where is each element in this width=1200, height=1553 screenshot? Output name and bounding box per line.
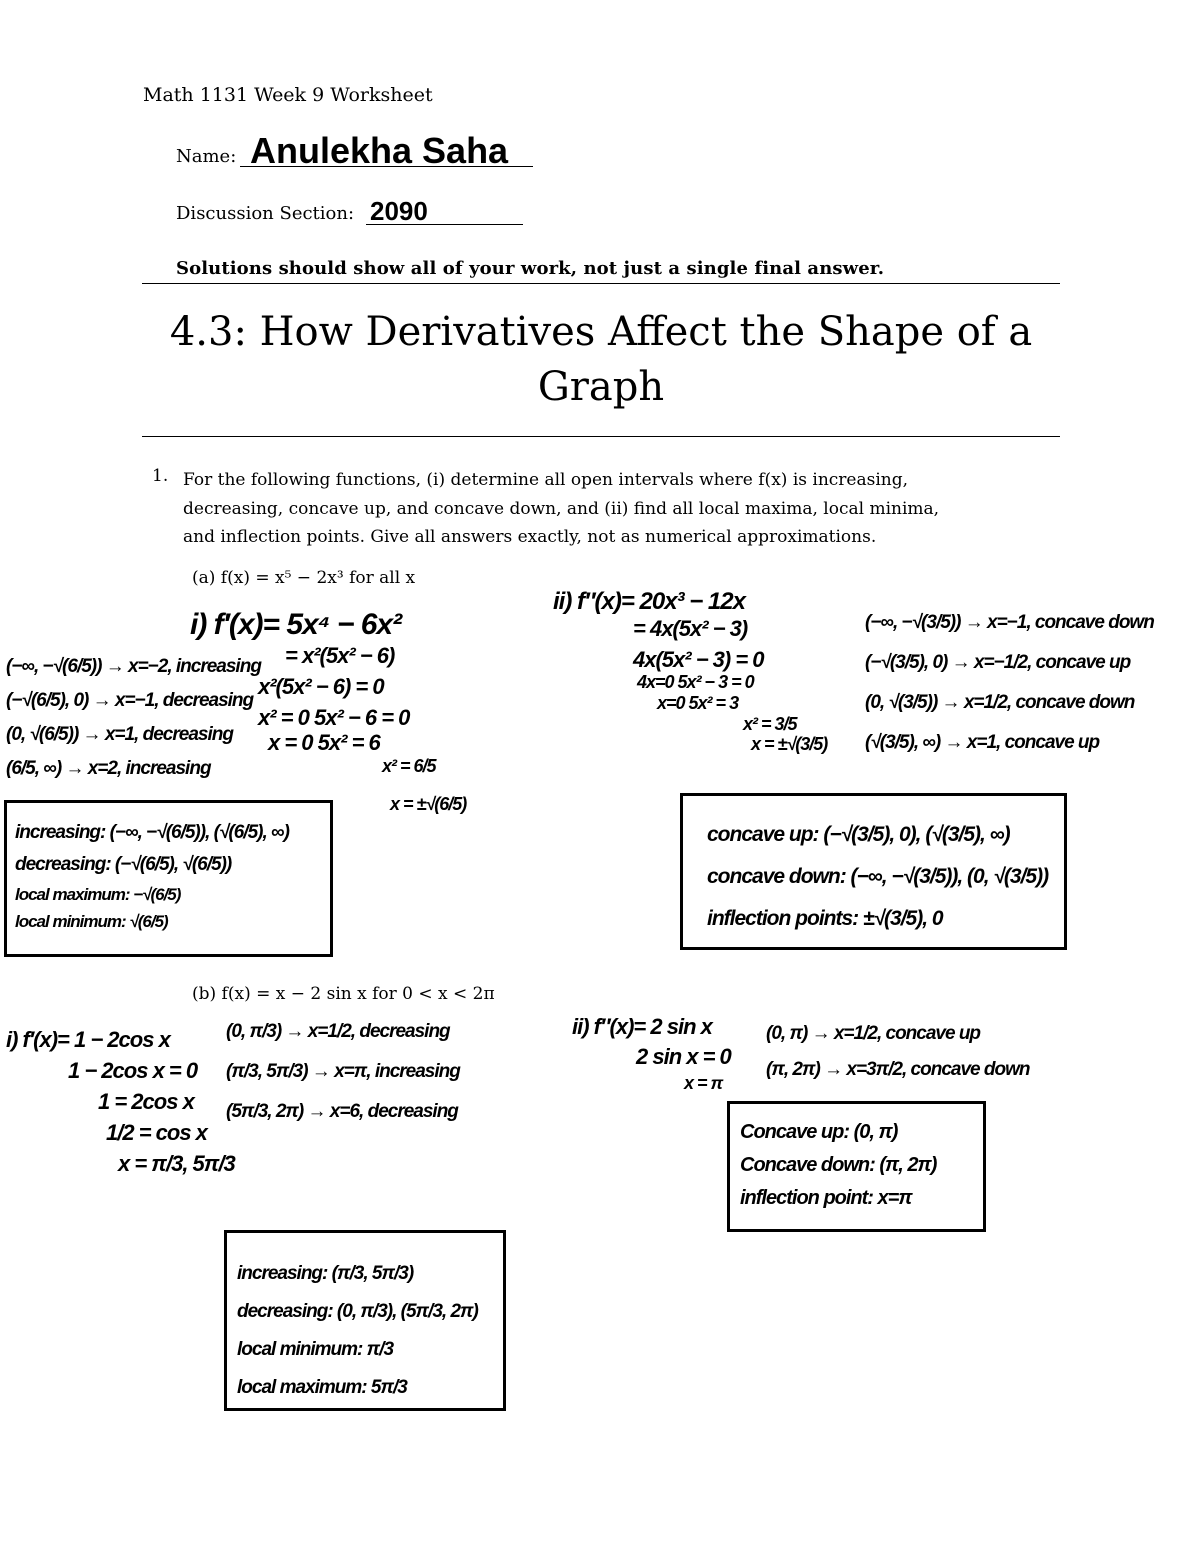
part-a-second-derivative-work [553,588,827,755]
part-b-second-derivative-work [572,1012,731,1094]
part-b-interval-tests [226,1012,460,1132]
a-sd-line-2: = 4x(5x² − 3) [633,615,748,641]
b-box3-concave-up: Concave up: (0, π) [740,1121,898,1143]
b-fd-line-2: 1 − 2cos x = 0 [68,1058,198,1083]
b-conc-test-2: (π, 2π) → x=3π/2, concave down [766,1059,1030,1080]
a-inc-test-4: (6/5, ∞) → x=2, increasing [6,758,211,779]
a-sd-line-5: x=0 5x² = 3 [657,692,739,713]
part-a-label: (a) f(x) = x⁵ − 2x³ for all x [192,568,416,588]
b-box3-inflection: inflection point: x=π [740,1187,912,1209]
problem-text-line2: decreasing, concave up, and concave down, and (ii) find all local maxima, local minima, [183,498,940,519]
section-title-line1: 4.3: How Derivatives Affect the Shape of a [169,309,1033,355]
a-box2-inflection: inflection points: ±√(3/5), 0 [707,907,943,930]
part-a-second-derivative-answer-box [680,793,1067,950]
part-b-label: (b) f(x) = x − 2 sin x for 0 < x < 2π [192,984,495,1004]
name-value: Anulekha Saha [250,130,509,171]
header-rule-bottom [142,436,1060,437]
b-fd-line-4: 1/2 = cos x [106,1120,207,1145]
b-fd-line-5: x = π/3, 5π/3 [118,1151,235,1176]
a-box2-concave-down: concave down: (−∞, −√(3/5)), (0, √(3/5)) [707,865,1049,888]
a-conc-test-2: (−√(3/5), 0) → x=−1/2, concave up [865,652,1131,673]
part-b-first-derivative-answer-box [224,1230,506,1411]
a-fd-line-2: = x²(5x² − 6) [285,642,395,668]
section-label: Discussion Section: [176,203,355,224]
part-b-concavity-tests [766,1016,1029,1088]
a-fd-line-5: x = 0 5x² = 6 [268,730,380,756]
part-b-first-derivative-work [6,1024,235,1179]
a-inc-test-2: (−√(6/5), 0) → x=−1, decreasing [6,690,254,711]
part-a-first-derivative-answer-box [4,800,333,957]
b-inc-test-2: (π/3, 5π/3) → x=π, increasing [226,1061,460,1082]
b-box4-increasing: increasing: (π/3, 5π/3) [237,1263,414,1284]
a-box1-decreasing: decreasing: (−√(6/5), √(6/5)) [15,854,232,875]
a-sd-line-4: 4x=0 5x² − 3 = 0 [637,672,754,693]
name-underline [240,166,533,167]
a-inc-test-3: (0, √(6/5)) → x=1, decreasing [6,724,233,745]
a-conc-test-3: (0, √(3/5)) → x=1/2, concave down [865,692,1135,713]
b-box4-local-min: local minimum: π/3 [237,1339,394,1360]
b-inc-test-1: (0, π/3) → x=1/2, decreasing [226,1021,450,1042]
a-fd-line-6: x² = 6/5 [382,755,436,776]
a-fd-line-7: x = ±√(6/5) [390,794,467,815]
b-inc-test-3: (5π/3, 2π) → x=6, decreasing [226,1101,458,1122]
a-conc-test-4: (√(3/5), ∞) → x=1, concave up [865,732,1100,753]
section-underline [366,224,523,225]
part-b-second-derivative-answer-box [727,1101,986,1232]
a-fd-line-4: x² = 0 5x² − 6 = 0 [258,705,410,731]
a-fd-line-1: i) f′(x)= 5x⁴ − 6x² [190,608,402,641]
a-box1-local-min: local minimum: √(6/5) [15,912,168,931]
b-box4-local-max: local maximum: 5π/3 [237,1377,407,1398]
a-fd-line-3: x²(5x² − 6) = 0 [258,673,384,699]
section-value: 2090 [370,196,428,226]
a-box1-increasing: increasing: (−∞, −√(6/5)), (√(6/5), ∞) [15,822,289,843]
instructions: Solutions should show all of your work, not just a single final answer. [176,258,885,279]
problem-text-line3: and inflection points. Give all answers exactly, not as numerical approximations. [183,527,877,547]
part-a-interval-tests [6,650,261,786]
problem-number: 1. [152,466,169,486]
b-fd-line-1: i) f′(x)= 1 − 2cos x [6,1027,170,1052]
course-title: Math 1131 Week 9 Worksheet [143,84,433,106]
a-sd-line-3: 4x(5x² − 3) = 0 [633,646,764,672]
b-box3-concave-down: Concave down: (π, 2π) [740,1154,937,1176]
a-sd-line-7: x = ±√(3/5) [751,734,828,755]
problem-text [183,466,1063,552]
b-fd-line-3: 1 = 2cos x [98,1089,194,1114]
b-sd-line-2: 2 sin x = 0 [636,1044,731,1069]
name-label: Name: [176,146,237,167]
a-box2-concave-up: concave up: (−√(3/5), 0), (√(3/5), ∞) [707,823,1010,846]
problem-text-line1: For the following functions, (i) determine all open intervals where f(x) is increasing, [183,470,909,490]
a-sd-line-1: ii) f″(x)= 20x³ − 12x [553,588,745,615]
section-title [142,305,1060,415]
b-sd-line-1: ii) f″(x)= 2 sin x [572,1014,712,1039]
b-conc-test-1: (0, π) → x=1/2, concave up [766,1023,981,1044]
part-a-concavity-tests [865,603,1154,763]
a-sd-line-6: x² = 3/5 [743,713,797,734]
b-sd-line-3: x = π [684,1073,723,1093]
a-inc-test-1: (−∞, −√(6/5)) → x=−2, increasing [6,656,261,677]
a-box1-local-max: local maximum: −√(6/5) [15,885,181,904]
a-conc-test-1: (−∞, −√(3/5)) → x=−1, concave down [865,612,1154,633]
header-rule-top [142,283,1060,284]
section-title-line2: Graph [537,364,665,410]
b-box4-decreasing: decreasing: (0, π/3), (5π/3, 2π) [237,1301,478,1322]
